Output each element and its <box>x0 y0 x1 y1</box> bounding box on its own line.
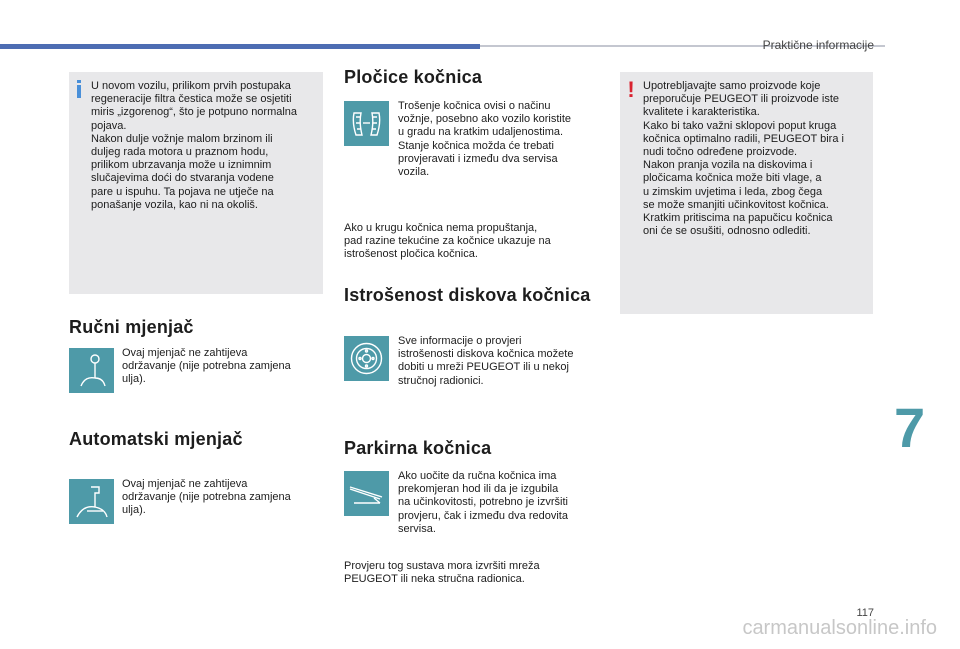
automatic-gearbox-heading: Automatski mjenjač <box>69 429 243 449</box>
info-icon <box>77 80 81 98</box>
automatic-gear-lever-icon <box>69 479 114 524</box>
automatic-gearbox-text: Ovaj mjenjač ne zahtijeva održavanje (nije potrebna zamjena ulja). <box>122 478 291 517</box>
brake-disc-icon <box>344 336 389 381</box>
brake-pads-text-2: Ako u krugu kočnica nema propuštanja, pad razine tekućine za kočnice ukazuje na istrošenost pločica kočnica. <box>344 222 551 261</box>
info-note <box>69 72 323 294</box>
chapter-number: 7 <box>894 396 926 459</box>
manual-gear-lever-icon <box>69 348 114 393</box>
parking-brake-text-2: Provjeru tog sustava mora izvršiti mreža PEUGEOT ili neka stručna radionica. <box>344 560 540 586</box>
info-note-text: U novom vozilu, prilikom prvih postupaka regeneracije filtra čestica može se osjetiti miris „izgorenog“, što je potpuno normalna pojava. Nakon dulje vožnje malom brzinom ili duljeg rada motora u praznom hodu, prilikom ubrzavanja može u iznimnim slučajevima doći do stvaranja vodene pare u ispuhu. Ta pojava ne utječe na ponašanje vozila, kao ni na okoliš. <box>91 80 298 211</box>
brake-pads-icon <box>344 101 389 146</box>
brake-pads-heading: Pločice kočnica <box>344 67 483 87</box>
parking-brake-text: Ako uočite da ručna kočnica ima prekomjeran hod ili da je izgubila na učinkovitosti, potrebno je izvršiti provjeru, čak i između dva redovita servisa. <box>398 470 568 535</box>
watermark: carmanualsonline.info <box>742 617 937 639</box>
parking-brake-heading: Parkirna kočnica <box>344 438 492 458</box>
warning-note <box>620 72 873 314</box>
parking-brake-lever-icon <box>344 471 389 516</box>
section-title: Praktične informacije <box>762 38 874 52</box>
manual-gearbox-text: Ovaj mjenjač ne zahtijeva održavanje (nije potrebna zamjena ulja). <box>122 347 291 386</box>
page-number: 117 <box>856 607 874 619</box>
brake-discs-heading: Istrošenost diskova kočnica <box>344 285 591 305</box>
manual-gearbox-heading: Ručni mjenjač <box>69 317 194 337</box>
warning-note-text: Upotrebljavajte samo proizvode koje preporučuje PEUGEOT ili proizvode iste kvalitete i karakteristika. Kako bi tako važni sklopovi poput kruga kočnica optimalno radili, PEUGEOT bira i nudi točno određene proizvode. Nakon pranja vozila na diskovima i pločicama kočnica može biti vlage, a u zimskim uvjetima i leda, zbog čega se može smanjiti učinkovitost kočnica. Kratkim pritiscima na papučicu kočnica oni će se osušiti, odnosno odlediti. <box>643 80 844 238</box>
brake-discs-text: Sve informacije o provjeri istrošenosti diskova kočnica možete dobiti u mreži PEUGEOT ili u nekoj stručnoj radionici. <box>398 335 574 387</box>
warning-exclamation-icon: ! <box>627 77 635 102</box>
brake-pads-text: Trošenje kočnica ovisi o načinu vožnje, posebno ako vozilo koristite u gradu na kratkim udaljenostima. Stanje kočnica možda će trebati provjeravati i između dva servisa vozila. <box>398 100 572 179</box>
header-accent-bar <box>0 44 480 49</box>
